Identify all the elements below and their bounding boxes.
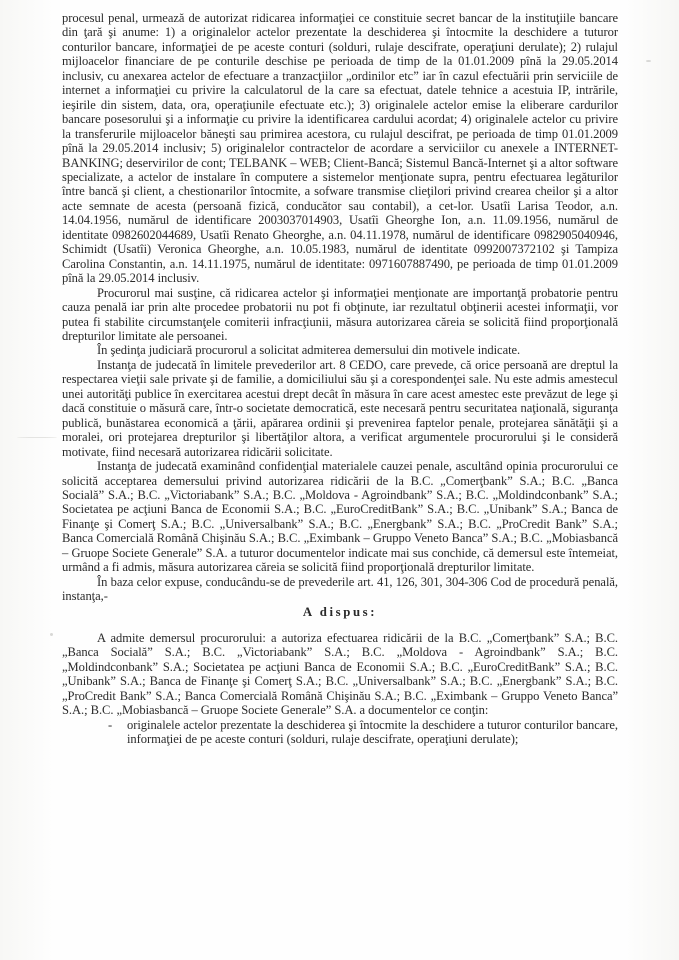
list-item-text: originalele actelor prezentate la deschiderea şi întocmite la deschidere a tuturor conturilor bancare, informaţiei de pe aceste conturi (solduri, rulaje descifrate, operaţiuni derulate);	[127, 717, 618, 747]
list-item	[62, 718, 618, 747]
paragraph-ruling: A admite demersul procurorului: a autoriza efectuarea ridicării de la B.C. „Comerţbank” S.A.; B.C. „Banca Socială” S.A.; B.C. „Victoriabank” S.A.; B.C. „Moldova - Agroindbank” S.A.; B.C. „Moldindconbank” S.A.; Societatea pe acţiuni Banca de Economii S.A.; B.C. „EuroCreditBank” S.A.; B.C. „Unibank” S.A.; Banca de Finanţe şi Comerţ S.A.; B.C. „Universalbank” S.A.; B.C. „Energbank” S.A.; B.C. „ProCredit Bank” S.A.; Banca Comercială Română Chişinău S.A.; B.C. „Eximbank – Gruppo Veneto Banca” S.A.; B.C. „Mobiasbancă – Gruope Societe Generale” S.A. a documentelor ce conţin:	[62, 631, 618, 718]
documents-list	[62, 718, 618, 747]
document-body	[62, 11, 618, 747]
paragraph-cedo: Instanţa de judecată în limitele prevederilor art. 8 CEDO, care prevede, că orice persoană are dreptul la respectarea vieţii sale private şi de familie, a domiciliului său şi a corespondenţei sale. Nu este admis amestecul unei autorităţi publice în exercitarea acestui drept decât în măsura în care acest amestec este prevăzut de lege şi dacă constituie o măsură care, într-o societate democratică, este necesară pentru securitatea naţională, siguranţa publică, bunăstarea economică a ţării, apărarea ordinii şi prevenirea faptelor penale, protejarea sănătăţii şi a moralei, ori protejarea drepturilor şi libertăţilor altora, a verificat argumentele procurorului şi le consideră motivate, fiind necesară autorizarea ridicării solicitate.	[62, 357, 618, 459]
paragraph-hearing: În şedinţa judiciară procurorul a solicitat admiterea demersului din motivele indicate.	[97, 343, 521, 358]
scan-artifact	[646, 60, 651, 62]
paragraph-prosecutor-argument: Procurorul mai susţine, că ridicarea actelor şi informaţiei menţionate are importanţă probatorie pentru cauza penală iar prin alte procedee probatorii nu pot fi obţinute, iar rezultatul obţinerii acestei informaţii, vor putea fi stabilite circumstanţele comiterii infracţiunii, măsura autorizarea căreia se solicită fiind proporţională drepturilor limitate ale persoanei.	[62, 285, 618, 343]
paragraph-legal-basis: În baza celor expuse, conducându-se de prevederile art. 41, 126, 301, 304-306 Cod de procedură penală, instanţa,-	[62, 574, 618, 604]
paragraph-court-examination: Instanţa de judecată examinând confidenţial materialele cauzei penale, ascultând opinia procurorului ce solicită acceptarea demersului privind autorizarea ridicării de la B.C. „Comerţbank” S.A.; B.C. „Banca Socială” S.A.; B.C. „Victoriabank” S.A.; B.C. „Moldova - Agroindbank” S.A.; B.C. „Moldindconbank” S.A.; Societatea pe acţiuni Banca de Economii S.A.; B.C. „EuroCreditBank” S.A.; B.C. „Unibank” S.A.; Banca de Finanţe şi Comerţ S.A.; B.C. „Universalbank” S.A.; B.C. „Energbank” S.A.; B.C. „ProCredit Bank” S.A.; Banca Comercială Română Chişinău S.A.; B.C. „Eximbank – Gruppo Veneto Banca” S.A.; B.C. „Mobiasbancă – Gruope Societe Generale” S.A. a tuturor documentelor indicate mai sus conchide, că demersul este întemeiat, urmând a fi admis, măsura autorizarea căreia se solicită fiind proporţională drepturilor limitate.	[62, 459, 618, 575]
list-dash-marker: -	[108, 717, 113, 732]
scan-artifact	[50, 633, 53, 636]
paragraph-requests: procesul penal, urmează de autorizat ridicarea informaţiei ce constituie secret bancar de la instituţiile bancare din ţară şi anume: 1) a originalelor actelor prezentate la deschiderea şi întocmite la deschidere a tuturor conturilor bancare, informaţiei de pe aceste conturi (solduri, rulaje descifrate, operaţiuni derulate); 2) rulajul mijloacelor financiare de pe conturile deschise pe perioada de timp de la 01.01.2009 pînă la 29.05.2014 inclusiv, cu anexarea actelor de efectuare a tranzacţiilor „ordinilor etc” iar în cazul efectuării prin serviciile de internet a informaţiei cu privire la calculatorul de la care sa efectuat, datele tehnice a acestuia IP, intrările, ieşirile din sistem, data, ora, operaţiunile efectuate etc.); 3) originalele actelor emise la eliberare cardurilor bancare posesorului şi a informaţie cu privire la identificarea cardului acordat; 4) originalele actelor cu privire la transferurile mijloacelor băneşti sau primirea acestora, cu rulajul descifrat, pe perioada de timp 01.01.2009 pînă la 29.05.2014 inclusiv; 5) originalelor contractelor de acordare a serviciilor cu anexele a INTERNET-BANKING; deservirilor de cont; TELBANK – WEB; Client-Bancă; Sistemul Bancă-Internet şi a altor software specializate, a actelor de instalare în computere a sistemelor menţionate supra, pentru efectuarea legăturilor între bancă şi client, a chestionarilor întocmite, a sofware transmise clieţilori privind crearea cheilor şi a altor acte semnate de acesta (persoană fizică, conducător sau contabil), a cet-lor. Usatîi Larisa Teodor, a.n. 14.04.1956, numărul de identificare 2003037014903, Usatîi Gheorghe Ion, a.n. 11.09.1956, numărul de identitate 0982602044689, Usatîi Renato Gheorghe, a.n. 04.11.1978, numărul de identificare 0982905040946, Schimidt (Usatîi) Veronica Gheorghe, a.n. 10.05.1983, numărul de identitate 0992007372102 şi Tampiza Carolina Constantin, a.n. 14.11.1975, numărul de identitate: 0971607887490, pe perioada de timp 01.01.2009 pînă la 29.05.2014 inclusiv.	[62, 11, 618, 286]
scan-artifact	[17, 437, 57, 438]
section-heading: A dispus:	[302, 604, 378, 619]
